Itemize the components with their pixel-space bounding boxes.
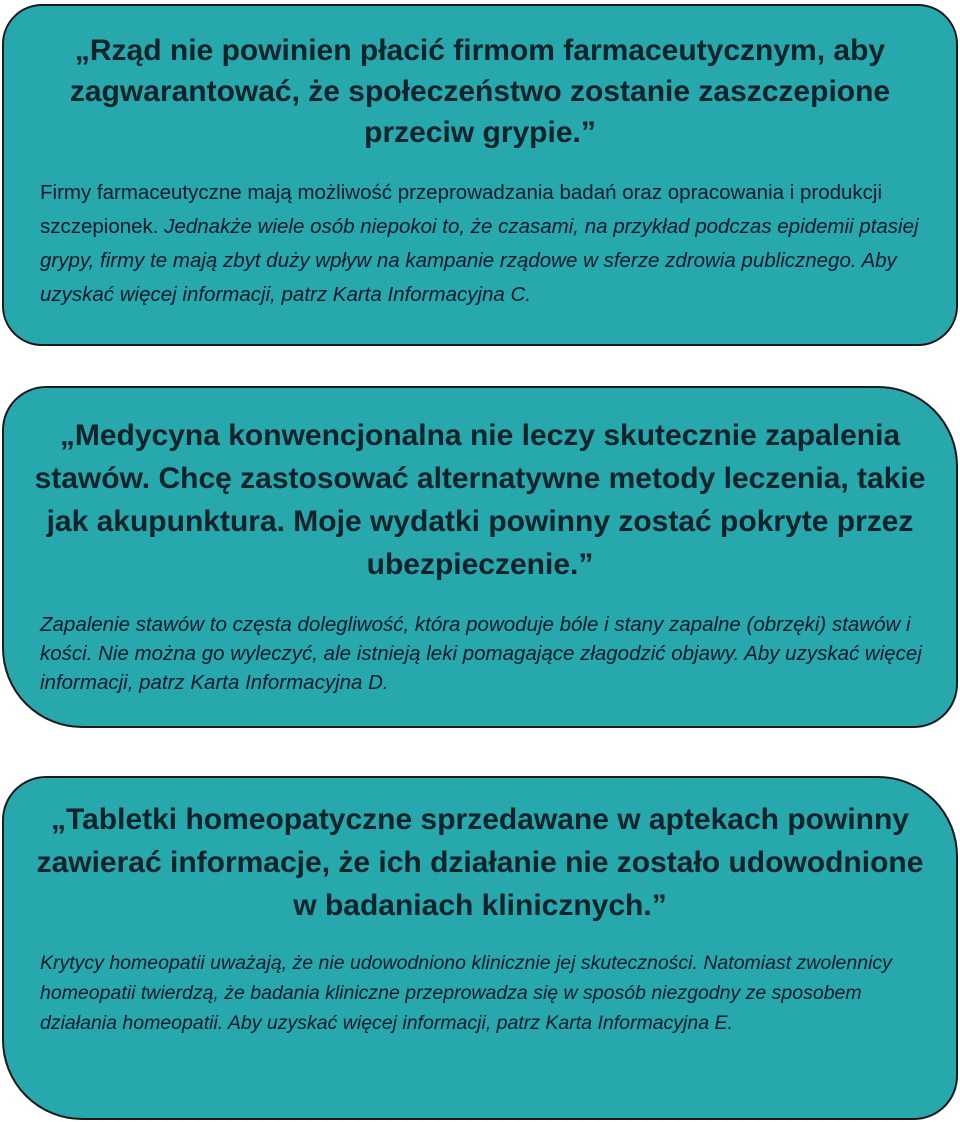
statement-card-2 bbox=[2, 386, 958, 728]
statement-heading-3: „Tabletki homeopatyczne sprzedawane w aptekach powinny zawierać informacje, że ich działanie nie zostało udowodnione w badaniach klinicznych.” bbox=[36, 803, 924, 922]
statement-body-1-plain: Firmy farmaceutyczne mają możliwość przeprowadzania badań oraz opracowania i produkcji szczepionek. bbox=[40, 181, 883, 238]
statement-body-1-italic: Jednakże wiele osób niepokoi to, że czasami, na przykład podczas epidemii ptasiej grypy, firmy te mają zbyt duży wpływ na kampanie rządowe w sferze zdrowia publicznego. Aby uzyskać więcej informacji, patrz Karta Informacyjna C. bbox=[40, 215, 919, 306]
statement-body-2: Zapalenie stawów to częsta dolegliwość, która powoduje bóle i stany zapalne (obrzęki) stawów i kości. Nie można go wyleczyć, ale istnieją leki pomagające złagodzić objawy. Aby uzyskać więcej informacji, patrz Karta Informacyjna D. bbox=[40, 613, 922, 694]
statement-heading-1: „Rząd nie powinien płacić firmom farmaceutycznym, aby zagwarantować, że społeczeństwo zostanie zaszczepione przeciw grypie.” bbox=[69, 34, 891, 149]
statement-heading-2: „Medycyna konwencjonalna nie leczy skutecznie zapalenia stawów. Chcę zastosować alternatywne metody leczenia, takie jak akupunktura. Moje wydatki powinny zostać pokryte przez ubezpieczenie.” bbox=[34, 419, 926, 581]
statement-body-3: Krytycy homeopatii uważają, że nie udowodniono klinicznie jej skuteczności. Natomiast zwolennicy homeopatii twierdzą, że badania kliniczne przeprowadza się w sposób niezgodny ze sposobem działania homeopatii. Aby uzyskać więcej informacji, patrz Karta Informacyjna E. bbox=[40, 952, 892, 1034]
statement-card-3 bbox=[2, 776, 958, 1120]
statement-body-1 bbox=[40, 176, 932, 312]
statement-card-1 bbox=[2, 4, 958, 346]
